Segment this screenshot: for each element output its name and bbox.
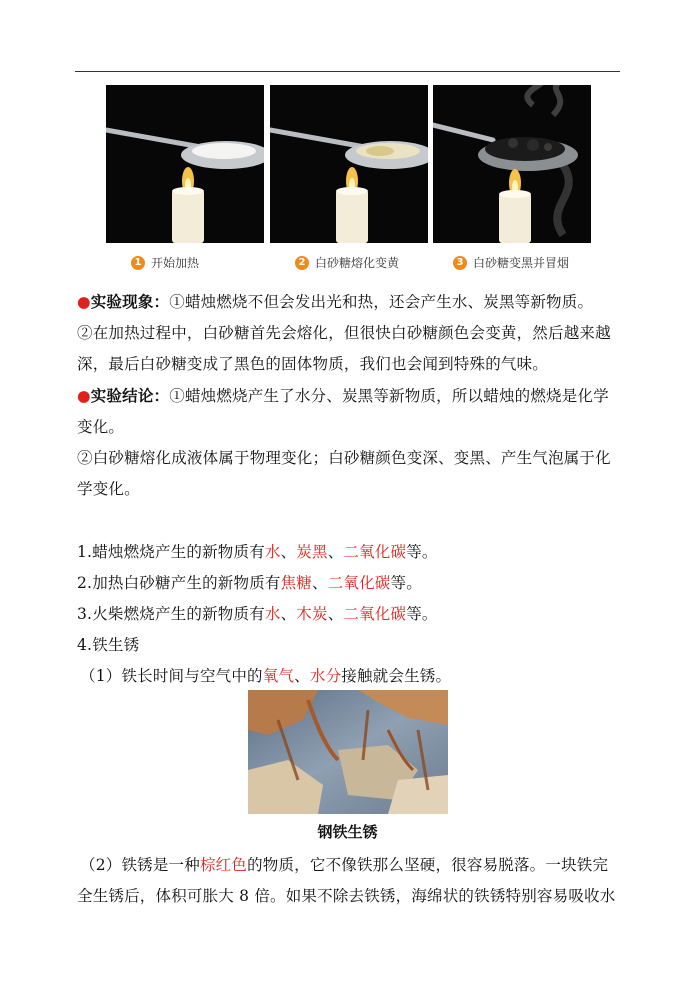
photo-sugar-melting bbox=[270, 85, 428, 243]
phenomenon-text: ①蜡烛燃烧不但会发出光和热，还会产生水、炭黑等新物质。 bbox=[169, 293, 594, 311]
item-3 bbox=[77, 602, 438, 624]
caption-text: 开始加热 bbox=[151, 256, 200, 270]
highlight: 木炭 bbox=[296, 605, 328, 623]
highlight: 水分 bbox=[309, 667, 342, 685]
rust-photo-caption: 钢铁生锈 bbox=[317, 823, 378, 841]
caption-1 bbox=[131, 254, 199, 271]
photo-start-heating bbox=[106, 85, 264, 243]
separator: 、 bbox=[327, 543, 344, 561]
caption-text: 白砂糖变黑并冒烟 bbox=[473, 256, 570, 270]
separator: 、 bbox=[280, 543, 297, 561]
highlight: 炭黑 bbox=[296, 543, 328, 561]
header-rule bbox=[75, 71, 620, 72]
caption-number-badge: 3 bbox=[453, 256, 467, 270]
photo-sugar-blackening bbox=[433, 85, 591, 243]
conclusion-line-3: ②白砂糖熔化成液体属于物理变化；白砂糖颜色变深、变黑、产生气泡属于化 bbox=[77, 449, 611, 467]
highlight: 水 bbox=[264, 543, 281, 561]
caption-text: 白砂糖熔化变黄 bbox=[315, 256, 400, 270]
item-text: 2.加热白砂糖产生的新物质有 bbox=[77, 574, 281, 592]
separator: 、 bbox=[280, 605, 297, 623]
conclusion-text: ①蜡烛燃烧产生了水分、炭黑等新物质，所以蜡烛的燃烧是化学 bbox=[169, 387, 609, 405]
caption-number-badge: 1 bbox=[131, 256, 145, 270]
phenomenon-line-1 bbox=[77, 290, 593, 312]
caption-number-badge: 2 bbox=[295, 256, 309, 270]
highlight: 二氧化碳 bbox=[343, 605, 407, 623]
item-suffix: 等。 bbox=[406, 605, 438, 623]
phenomenon-label: 实验现象： bbox=[90, 292, 170, 311]
item-suffix: 等。 bbox=[406, 543, 438, 561]
item-suffix: 等。 bbox=[390, 574, 422, 592]
conclusion-line-1 bbox=[77, 384, 609, 406]
highlight: 二氧化碳 bbox=[343, 543, 407, 561]
separator: 、 bbox=[327, 605, 344, 623]
rust-sub-1 bbox=[80, 664, 451, 686]
separator: 、 bbox=[294, 667, 310, 685]
item-2 bbox=[77, 571, 422, 593]
separator: 、 bbox=[312, 574, 328, 592]
highlight: 水 bbox=[264, 605, 281, 623]
highlight: 焦糖 bbox=[280, 574, 312, 592]
rust-text: （1）铁长时间与空气中的 bbox=[80, 667, 263, 685]
rust-line-last: 全生锈后，体积可胀大 8 倍。如果不除去铁锈，海绵状的铁锈特别容易吸收水 bbox=[77, 887, 616, 905]
caption-2 bbox=[295, 254, 399, 271]
rust-text: （2）铁锈是一种 bbox=[80, 856, 200, 874]
rusty-steel-photo bbox=[248, 690, 448, 814]
rust-suffix: 接触就会生锈。 bbox=[341, 667, 452, 685]
conclusion-label: 实验结论： bbox=[90, 386, 170, 405]
item-text: 1.蜡烛燃烧产生的新物质有 bbox=[77, 543, 265, 561]
highlight: 氧气 bbox=[262, 667, 295, 685]
item-1 bbox=[77, 540, 438, 562]
highlight: 棕红色 bbox=[199, 856, 248, 874]
bullet-icon: ● bbox=[77, 293, 91, 311]
highlight: 二氧化碳 bbox=[327, 574, 391, 592]
conclusion-line-2: 变化。 bbox=[77, 418, 125, 436]
bullet-icon: ● bbox=[77, 387, 91, 405]
rust-sub-2 bbox=[80, 853, 608, 875]
conclusion-line-4: 学变化。 bbox=[77, 480, 140, 498]
item-4: 4.铁生锈 bbox=[77, 636, 140, 654]
rust-text: 的物质，它不像铁那么坚硬，很容易脱落。一块铁完 bbox=[247, 856, 609, 874]
item-text: 3.火柴燃烧产生的新物质有 bbox=[77, 605, 265, 623]
phenomenon-line-2: ②在加热过程中，白砂糖首先会熔化，但很快白砂糖颜色会变黄，然后越来越 bbox=[77, 324, 611, 342]
caption-3 bbox=[453, 254, 569, 271]
phenomenon-line-3: 深，最后白砂糖变成了黑色的固体物质，我们也会闻到特殊的气味。 bbox=[77, 355, 549, 373]
